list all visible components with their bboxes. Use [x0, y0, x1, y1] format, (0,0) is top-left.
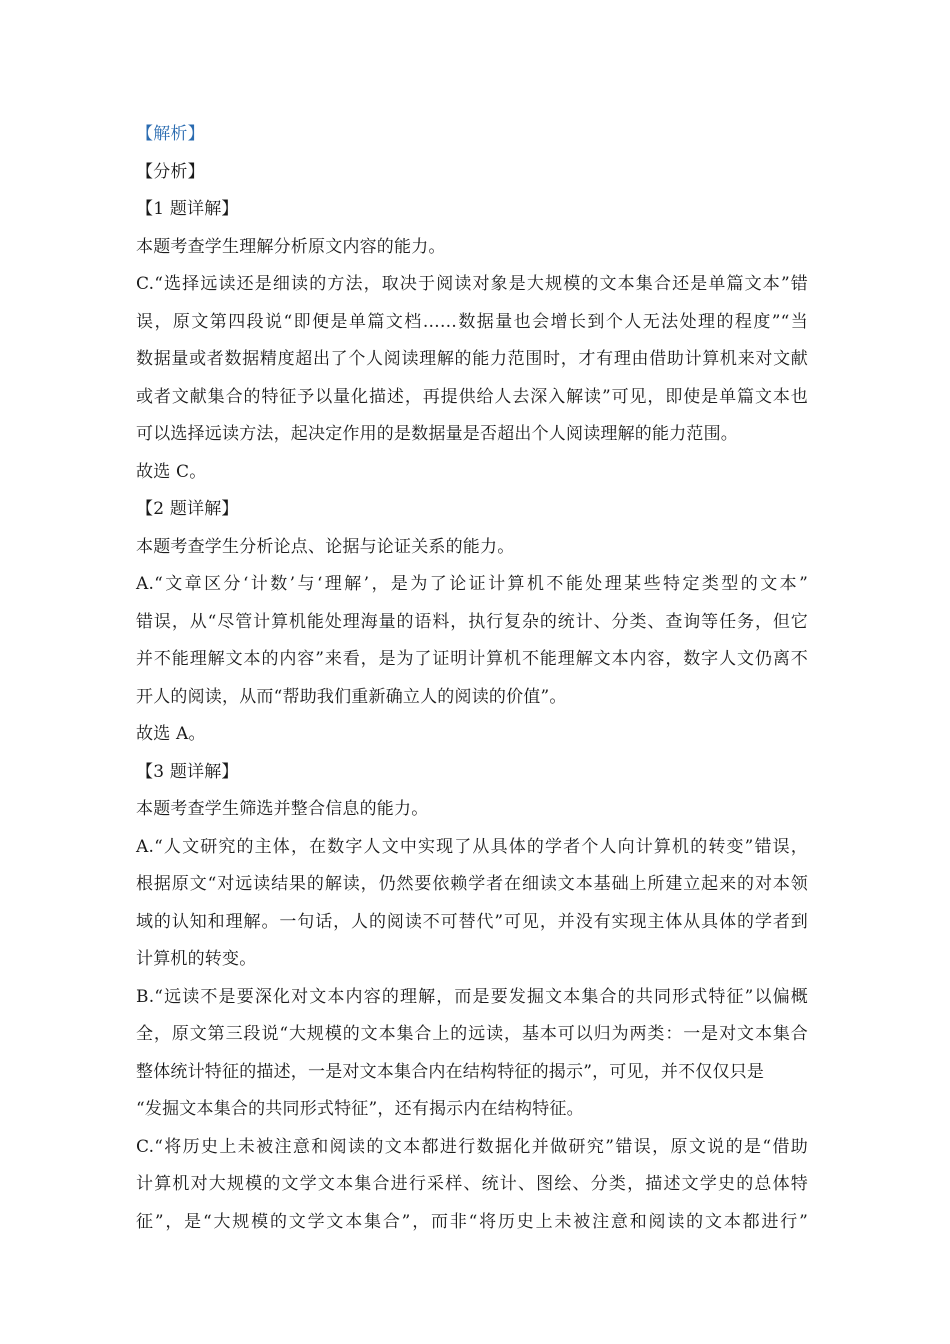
q2-intro: 本题考查学生分析论点、论据与论证关系的能力。 — [136, 536, 515, 557]
q1-line: 或者文献集合的特征予以量化描述，再提供给人去深入解读”可见，即使是单篇文本也 — [136, 386, 808, 407]
fenxi-heading: 【分析】 — [136, 161, 205, 182]
q3-line: 根据原文“对远读结果的解读，仍然要依赖学者在细读文本基础上所建立起来的对本领 — [136, 874, 808, 894]
q1-line: 可以选择远读方法，起决定作用的是数据量是否超出个人阅读理解的能力范围。 — [136, 424, 738, 444]
q1-header: 【1 题详解】 — [136, 199, 239, 219]
q3-intro: 本题考查学生筛选并整合信息的能力。 — [136, 799, 429, 819]
q1-answer: 故选 C。 — [136, 461, 207, 482]
q3-line: 计算机的转变。 — [136, 949, 257, 969]
q1-line: 误，原文第四段说“即便是单篇文档……数据量也会增长到个人无法处理的程度”“当 — [136, 311, 808, 332]
q2-line: 开人的阅读，从而“帮助我们重新确立人的阅读的价值”。 — [136, 686, 567, 707]
q2-line: A.“文章区分‘计数’与‘理解’，是为了论证计算机不能处理某些特定类型的文本” — [136, 574, 808, 594]
q3-line: C.“将历史上未被注意和阅读的文本都进行数据化并做研究”错误，原文说的是“借助 — [136, 1136, 808, 1157]
q3-line: “发掘文本集合的共同形式特征”，还有揭示内在结构特征。 — [136, 1099, 584, 1119]
q2-header: 【2 题详解】 — [136, 499, 239, 519]
analysis-heading: 【解析】 — [136, 124, 205, 144]
q2-line: 错误，从“尽管计算机能处理海量的语料，执行复杂的统计、分类、查询等任务，但它 — [136, 611, 808, 632]
q2-line: 并不能理解文本的内容”来看，是为了证明计算机不能理解文本内容，数字人文仍离不 — [136, 649, 808, 669]
q1-intro: 本题考查学生理解分析原文内容的能力。 — [136, 236, 446, 257]
q2-answer: 故选 A。 — [136, 724, 206, 744]
q3-line: A.“人文研究的主体，在数字人文中实现了从具体的学者个人向计算机的转变”错误， — [136, 836, 808, 857]
q3-header: 【3 题详解】 — [136, 761, 239, 782]
q3-line: 计算机对大规模的文学文本集合进行采样、统计、图绘、分类，描述文学史的总体特 — [136, 1174, 808, 1194]
q1-line: 数据量或者数据精度超出了个人阅读理解的能力范围时，才有理由借助计算机来对文献 — [136, 349, 808, 369]
q3-line: B.“远读不是要深化对文本内容的理解，而是要发掘文本集合的共同形式特征”以偏概 — [136, 986, 808, 1007]
q3-line: 征”，是“大规模的文学文本集合”，而非“将历史上未被注意和阅读的文本都进行” — [136, 1211, 808, 1232]
q1-line: C.“选择远读还是细读的方法，取决于阅读对象是大规模的文本集合还是单篇文本”错 — [136, 274, 808, 294]
q3-line: 整体统计特征的描述，一是对文本集合内在结构特征的揭示”，可见，并不仅仅只是 — [136, 1061, 765, 1082]
q3-line: 域的认知和理解。一句话，人的阅读不可替代”可见，并没有实现主体从具体的学者到 — [136, 911, 808, 932]
q3-line: 全，原文第三段说“大规模的文本集合上的远读，基本可以归为两类：一是对文本集合 — [136, 1024, 808, 1044]
